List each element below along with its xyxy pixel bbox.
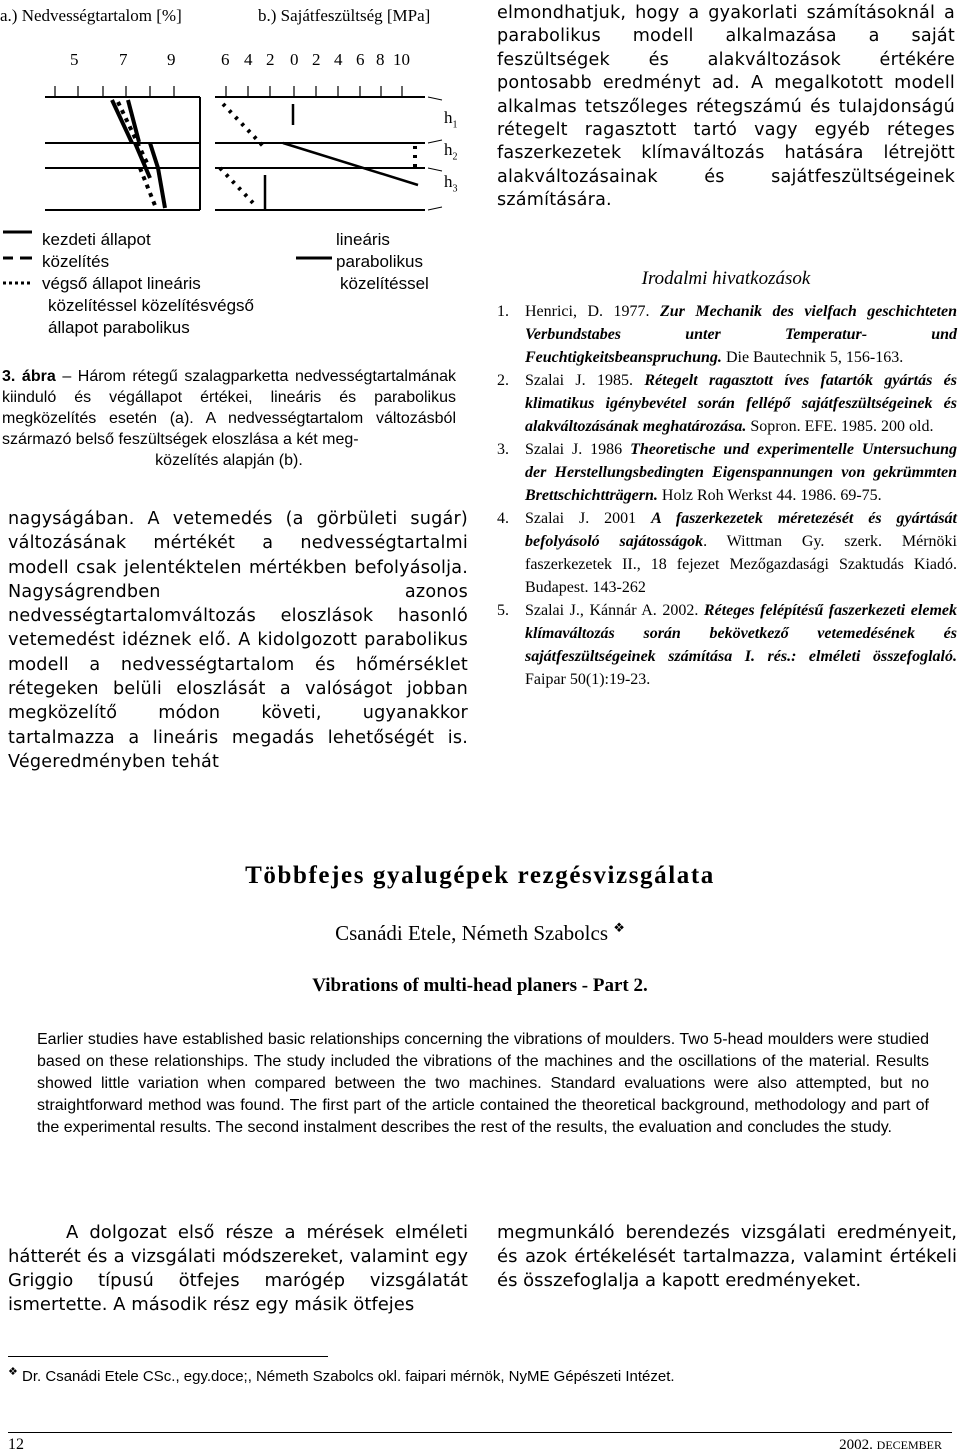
legend-final-linear: végső állapot lineáris (42, 274, 201, 293)
tick-b: 2 (312, 50, 321, 69)
legend-final-para: állapot parabolikus (48, 318, 190, 337)
caption-text: – Három rétegű szalagparketta nedvességtartalmának kiinduló és végállapot értékei, lineáris és parabolikus megközelítés esetén (a). A nedvességtartalom változásból származó belső feszültségek eloszlása a két meg- (2, 368, 456, 448)
reference-item: 2. Szalai J. 1985. Rétegelt ragasztott íves fatartók gyártás és klimatikus igénybevétel során fellépő sajátfeszültségeinek és alakváltozásának meghatározása. Sopron. EFE. 1985. 200 old. (497, 372, 957, 435)
reference-item: 3. Szalai J. 1986 Theoretische und experimentelle Untersuchung der Herstellungsbedingten Eigenspannungen von gekrümmten Brettschichtträgern. Holz Roh Werkst 44. 1986. 69-75. (497, 441, 957, 504)
page-number: 12 (8, 1436, 24, 1453)
tick-b: 8 (376, 50, 385, 69)
reference-item: 4. Szalai J. 2001 A faszerkezetek méretezését és gyártását befolyásoló sajátosságok. Wittman Gy. szerk. Mérnöki faszerkezetek II., 18 fejezet Mezőgazdasági Szaktudás Kiadó. Budapest. 143-262 (497, 510, 957, 596)
tick-b: 10 (393, 50, 410, 69)
tick-b: 6 (221, 50, 230, 69)
references-title: Irodalmi hivatkozások (641, 268, 811, 289)
legend-approx: közelítés (42, 252, 110, 271)
caption-label: 3. ábra (2, 368, 56, 385)
layer-h3-label: $h_3$ (444, 172, 458, 195)
tick-a: 5 (70, 50, 79, 69)
figure-caption (2, 366, 456, 471)
reference-item: 1. Henrici, D. 1977. Zur Mechanik des vielfach geschichteten Verbundstabes unter Temperatur- und Feuchtigkeitsbeanspruchung. Die Bautechnik 5, 156-163. (497, 303, 957, 366)
article-authors: Csanádi Etele, Németh Szabolcs ❖ (335, 920, 625, 945)
intro-right-column: megmunkáló berendezés vizsgálati eredményeit, és azok értékelését tartalmazza, valamint értékeli és összefoglalja a kapott eredményeket. (497, 1222, 957, 1291)
right-column-text: elmondhatjuk, hogy a gyakorlati számításoknál a parabolikus modell alkalmazása a saját feszültségek és alakváltozások értékére pontosabb eredményt ad. A megalkotott modell alkalmas tetszőleges rétegszámú és tulajdonságú rétegelt ragasztott tartó vagy egyéb réteges faszerkezetek klímaváltozás hatására létrejött alakváltozásainak és sajátfeszültségeinek számítására. (497, 3, 955, 211)
tick-b: 4 (244, 50, 253, 69)
layer-h2-label: $h_2$ (444, 140, 458, 163)
footnote: ❖ Dr. Csanádi Etele CSc., egy.doce;, Németh Szabolcs okl. faipari mérnök, NyME Gépészeti Intézet. (8, 1366, 675, 1385)
legend-parabolic: parabolikus (336, 252, 423, 271)
tick-b: 0 (290, 50, 299, 69)
figure-label-b: b.) Sajátfeszültség [MPa] (258, 6, 431, 25)
figure-3 (0, 0, 475, 340)
tick-b: 4 (334, 50, 343, 69)
legend-final-linear-2: közelítéssel közelítésvégső (48, 296, 254, 315)
english-title: Vibrations of multi-head planers - Part 2. (312, 975, 648, 996)
layer-h1-label: $h_1$ (444, 108, 458, 131)
tick-b: 2 (266, 50, 275, 69)
article-title: Többfejes gyalugépek rezgésvizsgálata (245, 862, 715, 889)
reference-item: 5. Szalai J., Kánnár A. 2002. Réteges felépítésű faszerkezeti elemek klímaváltozás során bekövetkező vetemedésének és sajátfeszültségeinek számítása I. rés.: elméleti összefoglaló. Faipar 50(1):19-23. (497, 602, 957, 688)
tick-b: 6 (356, 50, 365, 69)
intro-left-column: A dolgozat első része a mérések elméleti hátterét és a vizsgálati módszereket, valamint egy Griggio típusú ötfejes marógép vizsgálatát ismertette. A második rész egy másik ötfejes (8, 1222, 468, 1315)
caption-last-line: közelítés alapján (b). (155, 452, 303, 469)
issue-date: 2002. DECEMBER (839, 1437, 942, 1453)
abstract: Earlier studies have established basic relationships concerning the vibrations of moulders. Two 5-head moulders were studied based on these relationships. The study included the vibrations of the machines and the oscillations of the material. Results showed little variation when compared between the two machines. Standard evaluations were also attempted, but no straightforward method was found. The first part of the article contained the theoretical background, methodology and part of the experimental results. The second instalment describes the rest of the results, the evaluation and concludes the study. (37, 1031, 929, 1136)
references-list (497, 300, 957, 691)
legend-initial: kezdeti állapot (42, 230, 151, 249)
footnote-rule (8, 1356, 328, 1357)
footer-rule (8, 1432, 952, 1433)
author-footnote-mark: ❖ (613, 920, 625, 935)
tick-a: 7 (119, 50, 128, 69)
tick-a: 9 (167, 50, 176, 69)
figure-label-a: a.) Nedvességtartalom [%] (0, 6, 182, 25)
left-column-text: nagyságában. A vetemedés (a görbületi sugár) változásának mértékét a nedvességtartalmi modell csak jelentéktelen mértékben befolyásolja. Nagyságrendben azonos nedvességtartalomváltozás eloszlások hasonló vetemedést idéznek elő. A kidolgozott parabolikus modell a nedvességtartalom és hőmérséklet rétegeken belüli eloszlását a valóságot jobban megközelítő módon követi, ugyanakkor tartalmazza a lineáris megadás lehetőségét is. Végeredményben tehát (8, 509, 468, 772)
legend-approx-with: közelítéssel (340, 274, 429, 293)
legend-linear: lineáris (336, 230, 390, 249)
